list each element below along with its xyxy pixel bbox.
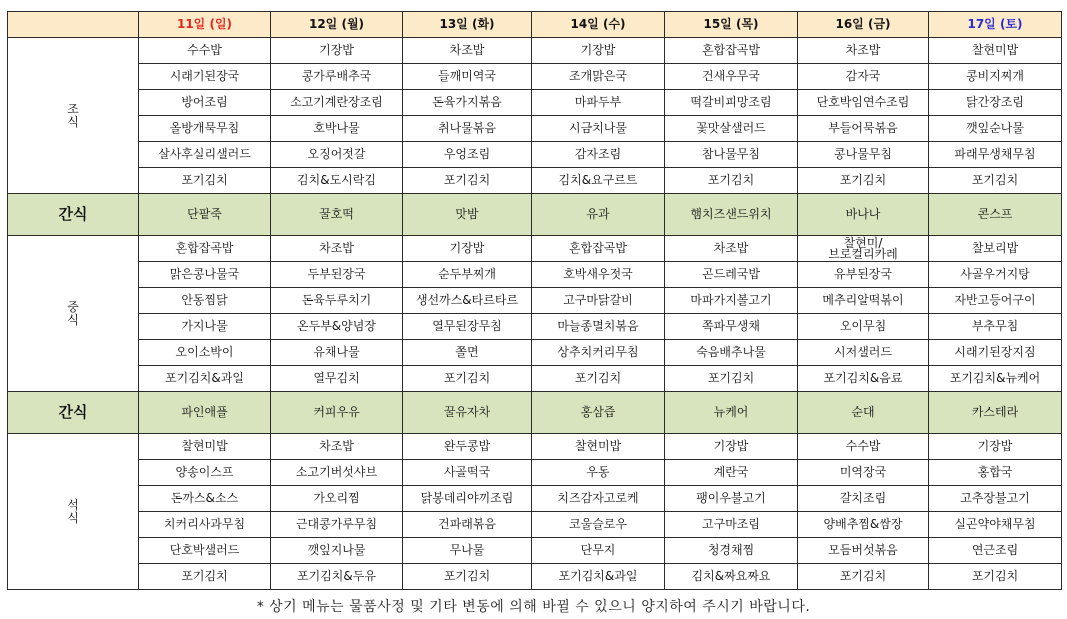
menu-cell: 기장밥: [271, 38, 403, 64]
menu-cell: 포기김치: [665, 366, 798, 392]
menu-cell: 시금치나물: [532, 116, 665, 142]
menu-cell: 포기김치: [403, 366, 532, 392]
menu-cell: 기장밥: [403, 236, 532, 262]
menu-cell: 포기김치: [798, 168, 929, 194]
menu-cell: 참나물무침: [665, 142, 798, 168]
menu-cell: 곤드레국밥: [665, 262, 798, 288]
meal-label-char: 식: [67, 312, 79, 327]
menu-cell: 갈치조림: [798, 486, 929, 512]
meal-label-char: 중: [67, 299, 79, 314]
snack-cell: 콘스프: [929, 194, 1062, 236]
menu-cell: 포기김치&음료: [798, 366, 929, 392]
snack-cell: 꿀유자차: [403, 392, 532, 434]
day-header: 16일 (금): [798, 12, 929, 38]
menu-cell: 가오리찜: [271, 486, 403, 512]
menu-cell: 수수밥: [798, 434, 929, 460]
menu-cell: 치즈감자고로케: [532, 486, 665, 512]
menu-cell: 팽이우불고기: [665, 486, 798, 512]
day-header: 12일 (월): [271, 12, 403, 38]
menu-cell: 우엉조림: [403, 142, 532, 168]
snack-row: [8, 392, 1062, 434]
menu-cell: 근대콩가루무침: [271, 512, 403, 538]
snack-cell: 커피우유: [271, 392, 403, 434]
menu-cell: 꽃맛살샐러드: [665, 116, 798, 142]
menu-cell: 시저샐러드: [798, 340, 929, 366]
menu-cell: 호박새우젓국: [532, 262, 665, 288]
menu-cell: 김치&도시락김: [271, 168, 403, 194]
menu-cell: 무나물: [403, 538, 532, 564]
menu-cell: 코울슬로우: [532, 512, 665, 538]
snack-cell: 바나나: [798, 194, 929, 236]
menu-cell: 숙음배추나물: [665, 340, 798, 366]
menu-row: [8, 262, 1062, 288]
menu-cell: 고구마조림: [665, 512, 798, 538]
snack-cell: 단팥죽: [139, 194, 271, 236]
weekly-menu-table: [7, 11, 1062, 590]
menu-cell: 열무된장무침: [403, 314, 532, 340]
menu-cell: 단호박샐러드: [139, 538, 271, 564]
snack-cell: 홍삼즙: [532, 392, 665, 434]
menu-cell: 단호박임연수조림: [798, 90, 929, 116]
snack-row: [8, 194, 1062, 236]
menu-cell: 청경채찜: [665, 538, 798, 564]
menu-cell: 포기김치: [139, 564, 271, 590]
menu-cell: 차조밥: [665, 236, 798, 262]
menu-row: [8, 340, 1062, 366]
menu-cell: 감자국: [798, 64, 929, 90]
menu-row: [8, 236, 1062, 262]
menu-cell: 유채나물: [271, 340, 403, 366]
menu-cell: 찰현미밥: [929, 38, 1062, 64]
menu-cell: 고추장불고기: [929, 486, 1062, 512]
menu-cell: 온두부&양념장: [271, 314, 403, 340]
menu-cell: 마파가지볼고기: [665, 288, 798, 314]
menu-cell: 돈까스&소스: [139, 486, 271, 512]
snack-cell: 꿀호떡: [271, 194, 403, 236]
menu-row: [8, 486, 1062, 512]
menu-cell: 포기김치: [403, 564, 532, 590]
menu-cell: 조개맑은국: [532, 64, 665, 90]
menu-cell: 혼합잡곡밥: [532, 236, 665, 262]
menu-cell: 마늘종멸치볶음: [532, 314, 665, 340]
menu-row: [8, 288, 1062, 314]
menu-cell: 건파래볶음: [403, 512, 532, 538]
menu-cell: 닭간장조림: [929, 90, 1062, 116]
meal-label-char: 식: [67, 510, 79, 525]
menu-cell: 소고기버섯샤브: [271, 460, 403, 486]
menu-cell: 포기김치: [403, 168, 532, 194]
snack-cell: 파인애플: [139, 392, 271, 434]
menu-cell: 혼합잡곡밥: [665, 38, 798, 64]
menu-cell: 오이무침: [798, 314, 929, 340]
meal-label-char: 식: [67, 114, 79, 129]
day-header-row: [8, 12, 1062, 38]
menu-cell: 우동: [532, 460, 665, 486]
menu-row: [8, 38, 1062, 64]
snack-cell: 유과: [532, 194, 665, 236]
menu-cell: 차조밥: [798, 38, 929, 64]
menu-cell: 포기김치: [798, 564, 929, 590]
menu-row: [8, 90, 1062, 116]
menu-cell: 순두부찌개: [403, 262, 532, 288]
menu-cell: 자반고등어구이: [929, 288, 1062, 314]
menu-cell: 실곤약야채무침: [929, 512, 1062, 538]
menu-cell: 상추치커리무침: [532, 340, 665, 366]
menu-cell: 사골우거지탕: [929, 262, 1062, 288]
menu-cell: 포기김치: [929, 564, 1062, 590]
menu-cell: 파래무생채무침: [929, 142, 1062, 168]
menu-cell: 차조밥: [271, 236, 403, 262]
meal-label-char: 조: [67, 101, 79, 116]
day-header: 17일 (토): [929, 12, 1062, 38]
snack-cell: 맛밤: [403, 194, 532, 236]
day-header: 11일 (일): [139, 12, 271, 38]
menu-cell: 차조밥: [403, 38, 532, 64]
meal-label: [8, 236, 139, 392]
menu-row: [8, 142, 1062, 168]
snack-label: 간식: [8, 194, 139, 236]
menu-cell: 콩나물무침: [798, 142, 929, 168]
menu-cell: 포기김치&두유: [271, 564, 403, 590]
menu-cell: 쫄면: [403, 340, 532, 366]
menu-row: [8, 564, 1062, 590]
menu-cell: 두부된장국: [271, 262, 403, 288]
menu-cell: 가지나물: [139, 314, 271, 340]
menu-row: [8, 116, 1062, 142]
menu-row: [8, 168, 1062, 194]
menu-cell: 오이소박이: [139, 340, 271, 366]
meal-label-char: 석: [67, 497, 79, 512]
menu-cell: 포기김치&뉴케어: [929, 366, 1062, 392]
menu-cell: 고구마닭갈비: [532, 288, 665, 314]
meal-label: [8, 434, 139, 590]
menu-cell: 콩비지찌개: [929, 64, 1062, 90]
menu-cell: 쪽파무생채: [665, 314, 798, 340]
menu-cell: 콩가루배추국: [271, 64, 403, 90]
menu-cell: 치커리사과무침: [139, 512, 271, 538]
menu-cell: 포기김치: [665, 168, 798, 194]
menu-cell: 수수밥: [139, 38, 271, 64]
menu-cell: 맑은콩나물국: [139, 262, 271, 288]
menu-cell: 취나물볶음: [403, 116, 532, 142]
menu-cell: 유부된장국: [798, 262, 929, 288]
menu-cell: 포기김치&과일: [139, 366, 271, 392]
menu-row: [8, 460, 1062, 486]
menu-cell: 돈육두루치기: [271, 288, 403, 314]
header-corner: [8, 12, 139, 38]
day-header: 13일 (화): [403, 12, 532, 38]
footnote: * 상기 메뉴는 물품사정 및 기타 변동에 의해 바뀔 수 있으니 양지하여 주시기 바랍니다.: [256, 599, 811, 615]
menu-row: [8, 314, 1062, 340]
menu-cell: 사골떡국: [403, 460, 532, 486]
menu-cell: 떡갈비피망조림: [665, 90, 798, 116]
menu-row: [8, 434, 1062, 460]
menu-cell: 양배추찜&쌈장: [798, 512, 929, 538]
menu-row: [8, 64, 1062, 90]
menu-cell: 미역장국: [798, 460, 929, 486]
menu-cell: 찰현미밥: [532, 434, 665, 460]
menu-cell: 마파두부: [532, 90, 665, 116]
menu-cell: 계란국: [665, 460, 798, 486]
snack-cell: 햄치즈샌드위치: [665, 194, 798, 236]
menu-cell: 단무지: [532, 538, 665, 564]
menu-cell: 완두콩밥: [403, 434, 532, 460]
menu-cell: 안동찜닭: [139, 288, 271, 314]
menu-cell: 부추무침: [929, 314, 1062, 340]
menu-row: [8, 512, 1062, 538]
menu-cell: 찰보리밥: [929, 236, 1062, 262]
menu-cell: 기장밥: [532, 38, 665, 64]
menu-cell: 올방개묵무침: [139, 116, 271, 142]
menu-cell: 생선까스&타르타르: [403, 288, 532, 314]
menu-cell: 살사후실리샐러드: [139, 142, 271, 168]
meal-label: [8, 38, 139, 194]
menu-cell: 포기김치&과일: [532, 564, 665, 590]
menu-cell: 김치&요구르트: [532, 168, 665, 194]
menu-cell: 포기김치: [532, 366, 665, 392]
menu-cell: 기장밥: [929, 434, 1062, 460]
menu-cell: 건새우무국: [665, 64, 798, 90]
menu-cell: 기장밥: [665, 434, 798, 460]
menu-cell: 부들어묵볶음: [798, 116, 929, 142]
day-header: 14일 (수): [532, 12, 665, 38]
menu-cell: 차조밥: [271, 434, 403, 460]
menu-cell: 김치&짜요짜요: [665, 564, 798, 590]
menu-cell: 닭봉데리야끼조림: [403, 486, 532, 512]
menu-cell: 오징어젓갈: [271, 142, 403, 168]
menu-cell: 소고기계란장조림: [271, 90, 403, 116]
menu-row: [8, 538, 1062, 564]
menu-cell: 양송이스프: [139, 460, 271, 486]
menu-cell: 감자조림: [532, 142, 665, 168]
menu-cell: 깻잎지나물: [271, 538, 403, 564]
menu-cell: 시래기된장국: [139, 64, 271, 90]
menu-cell: 찰현미/ 브로컬리카레: [798, 236, 929, 262]
menu-cell: 연근조림: [929, 538, 1062, 564]
day-header: 15일 (목): [665, 12, 798, 38]
snack-cell: 카스테라: [929, 392, 1062, 434]
menu-cell: 포기김치: [139, 168, 271, 194]
menu-cell: 열무김치: [271, 366, 403, 392]
snack-cell: 뉴케어: [665, 392, 798, 434]
menu-cell: 포기김치: [929, 168, 1062, 194]
menu-cell: 시래기된장지짐: [929, 340, 1062, 366]
menu-cell: 방어조림: [139, 90, 271, 116]
menu-cell: 찰현미밥: [139, 434, 271, 460]
menu-cell: 모듬버섯볶음: [798, 538, 929, 564]
menu-row: [8, 366, 1062, 392]
menu-cell: 들깨미역국: [403, 64, 532, 90]
menu-cell: 호박나물: [271, 116, 403, 142]
menu-cell: 혼합잡곡밥: [139, 236, 271, 262]
menu-cell: 홍합국: [929, 460, 1062, 486]
menu-cell: 돈육가지볶음: [403, 90, 532, 116]
snack-cell: 순대: [798, 392, 929, 434]
menu-cell: 깻잎순나물: [929, 116, 1062, 142]
snack-label: 간식: [8, 392, 139, 434]
menu-cell: 메추리알떡볶이: [798, 288, 929, 314]
